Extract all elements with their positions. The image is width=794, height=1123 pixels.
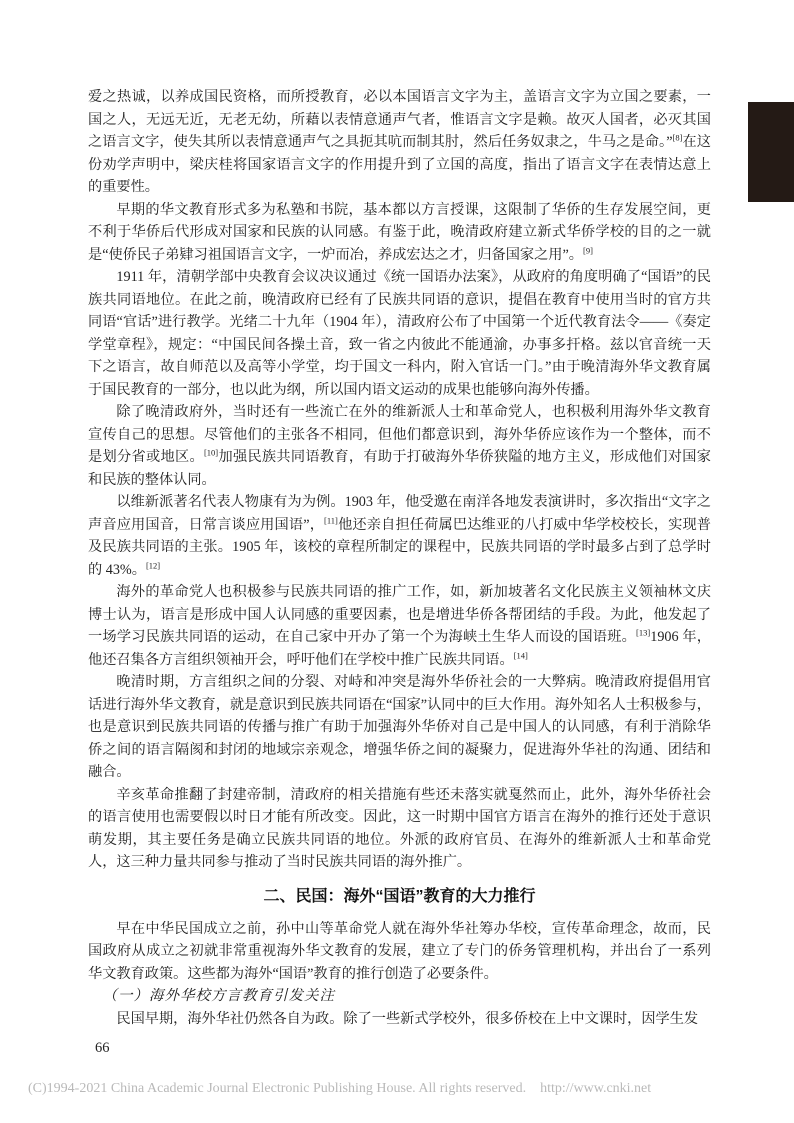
section-heading: 二、民国：海外“国语”教育的大力推行 [263,887,536,905]
footer-url: http://www.cnki.net [540,1081,652,1096]
paragraph: 早期的华文教育形式多为私塾和书院，基本都以方言授课，这限制了华侨的生存发展空间，更不利于华侨后代形成对国家和民族的认同感。有鉴于此，晚清政府建立新式华侨学校的目的之一就是“使侨民子弟肄习祖国语言文字，一炉而冶，养成宏达之才，归备国家之用”。[9] [88,201,711,263]
article-body [88,86,711,1030]
paragraph: 晚清时期，方言组织之间的分裂、对峙和冲突是海外华侨社会的一大弊病。晚清政府提倡用官话进行海外华文教育，就是意识到民族共同语在“国家”认同中的巨大作用。海外知名人士积极参与，也是意识到民族共同语的传播与推广有助于加强海外华侨对自己是中国人的认同感，有利于消除华侨之间的语言隔阂和封闭的地域宗亲观念，增强华侨之间的凝聚力，促进海外华社的沟通、团结和融合。 [88,674,711,780]
citation-ref: [8] [672,132,683,143]
citation-ref: [11] [324,514,338,525]
paragraph: 辛亥革命推翻了封建帝制，清政府的相关措施有些还未落实就戛然而止，此外，海外华侨社会的语言使用也需要假以时日才能有所改变。因此，这一时期中国官方语言在海外的推行还处于意识萌发期，其主要任务是确立民族共同语的地位。外派的政府官员、在海外的维新派人士和革命党人，这三种力量共同参与推动了当时民族共同语的海外推广。 [88,786,711,870]
footer [28,1081,768,1097]
paragraph: 除了晚清政府外，当时还有一些流亡在外的维新派人士和革命党人，也积极利用海外华文教育宣传自己的思想。尽管他们的主张各不相同，但他们都意识到，海外华侨应该作为一个整体，而不是划分省或地区。[10]加强民族共同语教育，有助于打破海外华侨狭隘的地方主义，形成他们对国家和民族的整体认同。 [88,404,711,488]
paragraph: 民国早期，海外华社仍然各自为政。除了一些新式学校外，很多侨校在上中文课时，因学生发 [116,1010,699,1027]
citation-ref: [14] [513,649,528,660]
paragraph: 以维新派著名代表人物康有为为例。1903 年，他受邀在南洋各地发表演讲时，多次指出“文字之声音应用国音，日常言谈应用国语”，[11]他还亲自担任荷属巴达维亚的八打威中华学校校长，实现普及民族共同语的主张。1905 年，该校的章程所制定的课程中，民族共同语的学时最多占到了总学时的 43%。[12] [88,494,711,578]
citation-ref: [9] [582,244,593,255]
scan-edge-marker [748,102,794,202]
citation-ref: [13] [636,627,651,638]
footer-copyright: (C)1994-2021 China Academic Journal Electronic Publishing House. All rights reserved. [28,1081,527,1096]
paragraph: 爱之热诚，以养成国民资格，而所授教育，必以本国语言文字为主，盖语言文字为立国之要素，一国之人，无远无近，无老无幼，所藉以表情意通声气者，惟语言文字是赖。故灭人国者，必灭其国之语言文字，使失其所以表情意通声气之具扼其吭而制其肘，然后任务奴隶之，牛马之是命。”[8]在这份劝学声明中，梁庆桂将国家语言文字的作用提升到了立国的高度，指出了语言文字在表情达意上的重要性。 [88,89,711,195]
paragraph: 早在中华民国成立之前，孙中山等革命党人就在海外华社筹办华校，宣传革命理念，故而，民国政府从成立之初就非常重视海外华文教育的发展，建立了专门的侨务管理机构，并出台了一系列华文教育政策。这些都为海外“国语”教育的推行创造了必要条件。 [88,920,711,982]
paragraph: 海外的革命党人也积极参与民族共同语的推广工作，如，新加坡著名文化民族主义领袖林文庆博士认为，语言是形成中国人认同感的重要因素，也是增进华侨各帮团结的手段。为此，他发起了一场学习民族共同语的运动，在自己家中开办了第一个为海峡土生华人而设的国语班。[13]1906 年，他还召集各方言组织领袖开会，呼吁他们在学校中推广民族共同语。[14] [88,584,711,668]
subsection-heading: （一）海外华校方言教育引发关注 [102,988,335,1004]
page-number: 66 [95,1040,110,1056]
citation-ref: [12] [145,559,161,570]
paragraph: 1911 年，清朝学部中央教育会议决议通过《统一国语办法案》，从政府的角度明确了“国语”的民族共同语地位。在此之前，晚清政府已经有了民族共同语的意识，提倡在教育中使用当时的官方共同语“官话”进行教学。光绪二十九年（1904 年），清政府公布了中国第一个近代教育法令——《奏定学堂章程》，规定：“中国民间各操土音，致一省之内彼此不能通渝，办事多扞格。兹以官音统一天下之语言，故自师范以及高等小学堂，均于国文一科内，附入官话一门。”由于晚清海外华文教育属于国民教育的一部分，也以此为纲，所以国内语文运动的成果也能够向海外传播。 [88,269,711,398]
citation-ref: [10] [203,447,219,458]
